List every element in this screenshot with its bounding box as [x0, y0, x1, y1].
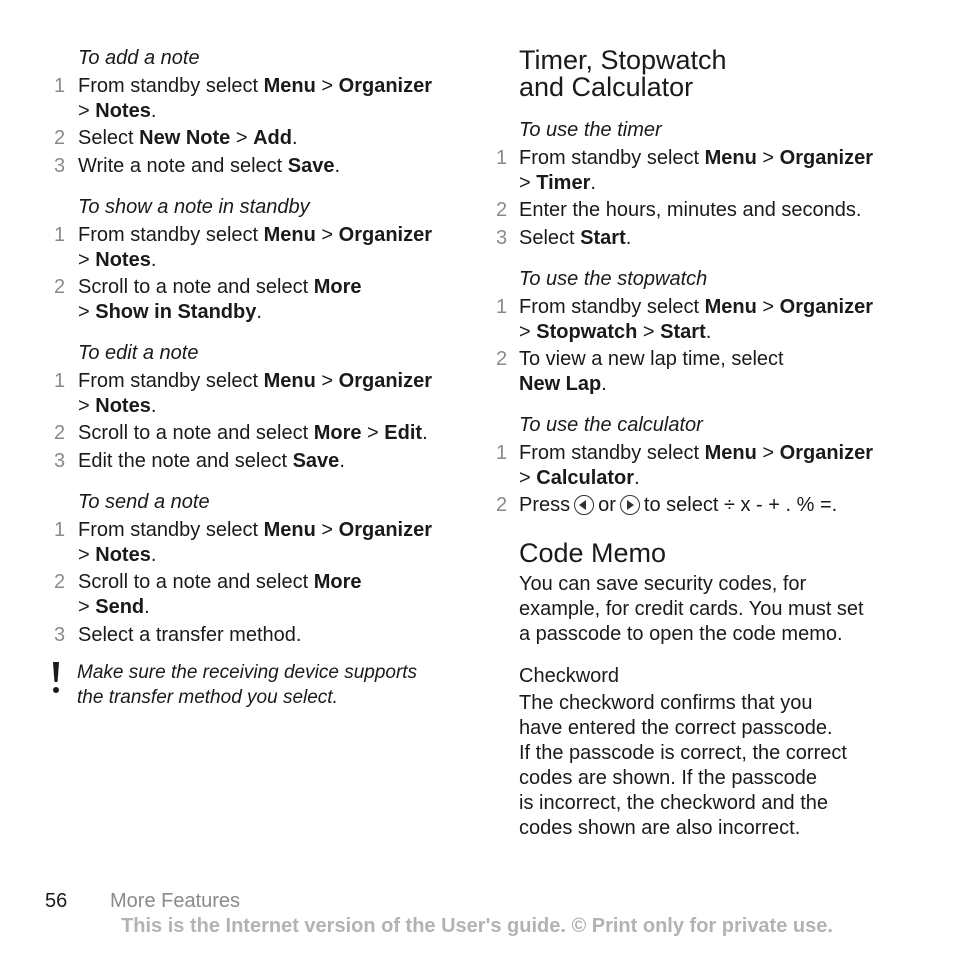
send-note-step-3: 3 Select a transfer method.	[54, 624, 302, 646]
stopwatch-heading: To use the stopwatch	[519, 268, 708, 290]
step-number: 1	[54, 224, 66, 246]
checkword-heading: Checkword	[519, 665, 620, 687]
step-number: 1	[54, 75, 66, 97]
show-note-step-1: 1 From standby select Menu > Organizer > Notes.	[54, 224, 432, 271]
timer-step-3: 3 Select Start.	[496, 227, 632, 249]
add-note-step-2: 2 Select New Note > Add.	[54, 127, 298, 149]
step-number: 3	[54, 624, 66, 646]
step-number: 2	[496, 199, 508, 221]
calculator-step-1: 1 From standby select Menu > Organizer > Calculator.	[496, 442, 873, 489]
send-note-step-2: 2 Scroll to a note and select More > Send.	[54, 571, 362, 618]
nav-key-left-icon	[574, 495, 594, 515]
step-number: 3	[54, 155, 66, 177]
step-number: 2	[54, 571, 66, 593]
timer-step-1: 1 From standby select Menu > Organizer > Timer.	[496, 147, 873, 194]
step-number: 1	[496, 147, 508, 169]
footer-section-name: More Features	[110, 890, 241, 912]
send-note-heading: To send a note	[78, 491, 210, 513]
code-memo-intro: You can save security codes, for example, for credit cards. You must set a passcode to open the code memo.	[519, 573, 864, 645]
step-number: 1	[496, 296, 508, 318]
add-note-step-1: 1 From standby select Menu > Organizer > Notes.	[54, 75, 432, 122]
copyright-notice: This is the Internet version of the User's guide. © Print only for private use.	[121, 915, 833, 937]
timer-section-title-line-1: Timer, Stopwatch	[519, 45, 727, 75]
step-number: 2	[496, 494, 508, 516]
edit-note-step-3: 3 Edit the note and select Save.	[54, 450, 345, 472]
warning-exclamation-icon	[52, 662, 60, 694]
edit-note-step-2: 2 Scroll to a note and select More > Edit.	[54, 422, 428, 444]
timer-step-2: 2 Enter the hours, minutes and seconds.	[496, 199, 862, 221]
calculator-heading: To use the calculator	[519, 414, 703, 436]
stopwatch-step-1: 1 From standby select Menu > Organizer > Stopwatch > Start.	[496, 296, 873, 343]
show-note-step-2: 2 Scroll to a note and select More > Show in Standby.	[54, 276, 362, 323]
show-note-heading: To show a note in standby	[78, 196, 310, 218]
nav-key-right-icon	[620, 495, 640, 515]
step-number: 2	[496, 348, 508, 370]
send-note-step-1: 1 From standby select Menu > Organizer > Notes.	[54, 519, 432, 566]
page-number: 56	[45, 890, 68, 912]
stopwatch-step-2: 2 To view a new lap time, select New Lap.	[496, 348, 784, 395]
edit-note-step-1: 1 From standby select Menu > Organizer > Notes.	[54, 370, 432, 417]
step-number: 3	[54, 450, 66, 472]
checkword-text: The checkword confirms that you have entered the correct passcode. If the passcode is correct, the correct codes are shown. If the passcode is incorrect, the checkword and the codes shown are also incorrect.	[519, 692, 847, 839]
step-number: 2	[54, 276, 66, 298]
step-number: 2	[54, 127, 66, 149]
step-number: 1	[54, 519, 66, 541]
add-note-step-3: 3 Write a note and select Save.	[54, 155, 341, 177]
code-memo-title: Code Memo	[519, 538, 667, 568]
step-number: 1	[496, 442, 508, 464]
step-number: 3	[496, 227, 508, 249]
edit-note-heading: To edit a note	[78, 342, 199, 364]
timer-section-title-line-2: and Calculator	[519, 72, 694, 102]
calculator-step-2: 2 Press or to select ÷ x - + . % =.	[496, 494, 838, 516]
add-note-heading: To add a note	[78, 47, 200, 69]
step-number: 2	[54, 422, 66, 444]
transfer-note: Make sure the receiving device supports the transfer method you select.	[77, 662, 418, 708]
timer-heading: To use the timer	[519, 119, 662, 141]
step-number: 1	[54, 370, 66, 392]
